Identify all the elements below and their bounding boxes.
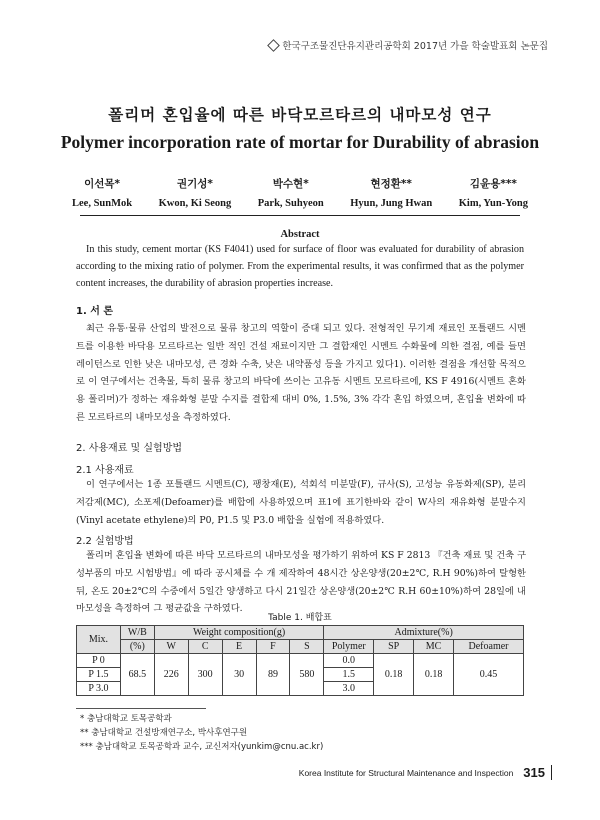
abstract-body: In this study, cement mortar (KS F4041) used for surface of floor was evaluated for durability of abrasion according to the mixing ratio of polymer. From the experimental results, it was confirmed that as the polymer content increases, the durability of abrasion properties increase. [76,244,524,290]
header-cell: Weight composition(g) [154,626,324,640]
header-cell: Admixture(%) [324,626,524,640]
footnote-divider [76,708,206,709]
footnote: *** 충남대학교 토목공학과 교수, 교신저자(yunkim@cnu.ac.kr) [80,742,324,753]
header-cell: Mix. [77,626,121,654]
footer-text: Korea Institute for Structural Maintenance and Inspection [298,767,514,778]
author-name-english: Lee, SunMok [72,198,133,209]
table-cell: 0.45 [454,654,524,696]
author-name-korean: 이선목* [84,178,120,190]
author [159,176,232,209]
author [258,176,324,209]
table-cell: 0.18 [374,654,414,696]
abstract-heading: Abstract [280,229,320,240]
polymer-cell: 1.5 [324,668,374,682]
author [350,176,432,209]
page-footer [299,765,552,780]
author-name-korean: 현정환** [370,178,412,190]
subsection-heading: 2.2 실험방법 [76,536,134,547]
author-name-english: Kwon, Ki Seong [158,198,232,209]
table-cell: 89 [256,654,290,696]
page-number: 315 [523,765,552,780]
table-cell: 300 [188,654,222,696]
section-heading: 2. 사용재료 및 실험방법 [76,443,183,454]
header-cell: Defoamer [454,640,524,654]
table-header-row [77,640,524,654]
author-name-korean: 김윤용*** [469,178,517,190]
header-cell: F [256,640,290,654]
author-name-english: Hyun, Jung Hwan [350,198,433,209]
section-heading: 1. 서 론 [76,306,114,317]
footnotes [80,712,323,755]
title-korean: 폴리머 혼입율에 따른 바닥모르타르의 내마모성 연구 [108,106,492,124]
header-cell: Polymer [324,640,374,654]
table-cell: 580 [290,654,324,696]
header-cell: W/B [120,626,154,640]
table-cell: 68.5 [120,654,154,696]
section-paragraph: 최근 유통·물류 산업의 발전으로 물류 창고의 역할이 증대 되고 있다. 전형적인 무기계 재료인 포틀랜드 시멘트를 이용한 바닥용 모르타르는 일반 적인 건설 재료이지만 그 결합재인 시멘트 수화물에 의한 결점, 예를 들면 레이턴스로 인한 낮은 내마모성, 큰 경화 수축, 낮은 내약품성 등을 가지고 있다1). 이러한 결점을 개선할 목적으로 이 연구에서는 건축물, 특히 물류 창고의 바닥에 쓰이는 고유동 시멘트 모르타르에, KS F 4916(시멘트 혼화용 폴리머)가 정하는 재유화형 분말 수지를 결합제 대비 0%, 1.5%, 3% 각각 혼입 하였으며, 혼입율 변화에 따른 모르타르의 내마모성을 측정하였다. [76,323,526,423]
mix-proportion-table [76,625,524,696]
running-header [267,38,548,52]
section-paragraph: 폴리머 혼입율 변화에 따른 바닥 모르타르의 내마모성을 평가하기 위하여 KS F 2813 『건축 재료 및 건축 구성부품의 마모 시험방법』에 따라 공시체를 수 개 제작하여 48시간 상온양생(20±2℃, R.H 90%)하여 탈형한 뒤, 온도 20±2℃의 수중에서 5일간 양생하고 다시 21일간 상온양생(20±2℃ R.H 60±10%)하여 28일에 내마모성을 측정하여 그 평균값을 구하였다. [76,550,526,615]
header-cell: SP [374,640,414,654]
mix-cell: P 0 [77,654,121,668]
header-cell: MC [414,640,454,654]
title-english: Polymer incorporation rate of mortar for Durability of abrasion [60,132,540,152]
footnote: ** 충남대학교 건설방재연구소, 박사후연구원 [80,728,248,739]
author [459,176,528,209]
author-name-english: Kim, Yun-Yong [458,198,528,209]
polymer-cell: 3.0 [324,682,374,696]
author-name-korean: 권기성* [176,178,213,190]
table-caption: Table 1. 배합표 [268,613,332,623]
header-cell: W [154,640,188,654]
mix-cell: P 3.0 [77,682,121,696]
header-cell: E [222,640,256,654]
diamond-icon [267,40,278,51]
table-header-row [77,626,524,640]
author-name-english: Park, Suhyeon [257,198,324,209]
author-divider [80,215,520,216]
author [72,176,132,209]
header-text: 한국구조물진단유지관리공학회 2017년 가을 학술발표회 논문집 [282,41,548,52]
header-cell: (%) [120,640,154,654]
table-cell: 226 [154,654,188,696]
subsection-heading: 2.1 사용재료 [76,465,134,476]
polymer-cell: 0.0 [324,654,374,668]
section-paragraph: 이 연구에서는 1종 포틀랜드 시멘트(C), 팽창재(E), 석회석 미분말(F), 규사(S), 고성능 유동화제(SP), 분리 저감제(MC), 소포제(Defoamer)를 배합에 사용하였으며 표1에 표기한바와 같이 W사의 재유화형 분말수지(Vinyl acetate ethylene)의 P0, P1.5 및 P3.0 배합을 실험에 적용하였다. [76,479,526,526]
mix-cell: P 1.5 [77,668,121,682]
table-row [77,654,524,668]
table-cell: 30 [222,654,256,696]
footnote: * 충남대학교 토목공학과 [80,714,172,724]
header-cell: C [188,640,222,654]
table-cell: 0.18 [414,654,454,696]
header-cell: S [290,640,324,654]
author-name-korean: 박수현* [272,178,309,190]
author-list [72,176,528,209]
